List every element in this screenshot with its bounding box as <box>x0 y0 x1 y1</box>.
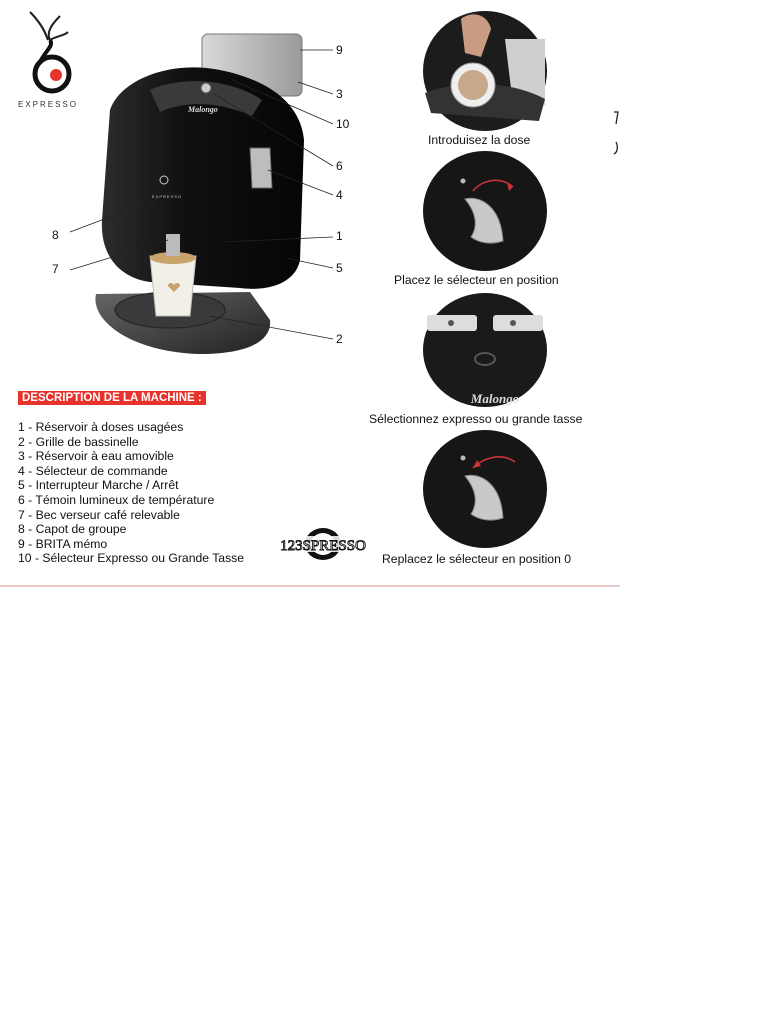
step-image-selector-zero <box>421 428 549 550</box>
step-caption: Sélectionnez expresso ou grande tasse <box>369 412 583 426</box>
callout-9: 9 <box>336 43 343 57</box>
step-caption: Placez le sélecteur en position <box>394 273 559 287</box>
callout-4: 4 <box>336 188 343 202</box>
callout-10: 10 <box>336 117 350 131</box>
brand-mark-text: 123SPRESSO <box>280 538 366 554</box>
step-brand-overlay: Malongo <box>470 391 520 406</box>
list-item: 7 - Bec verseur café relevable <box>18 507 180 522</box>
parts-list <box>18 420 244 566</box>
step-caption: Introduisez la dose <box>428 133 531 147</box>
step-image-insert-dose <box>421 9 549 133</box>
edge-scan-marks <box>610 110 624 170</box>
step-image-select-cup <box>421 291 549 409</box>
123spresso-logo <box>277 527 369 561</box>
callout-3: 3 <box>336 87 343 101</box>
callout-1: 1 <box>336 229 343 243</box>
step-caption: Replacez le sélecteur en position 0 <box>382 552 572 566</box>
description-title: DESCRIPTION DE LA MACHINE : <box>18 391 206 405</box>
list-item: 4 - Sélecteur de commande <box>18 463 168 478</box>
callout-5: 5 <box>336 261 343 275</box>
machine-brand-label: Malongo <box>188 105 218 114</box>
callout-2: 2 <box>336 332 343 346</box>
callout-6: 6 <box>336 159 343 173</box>
callout-7: 7 <box>52 262 59 276</box>
list-item: 8 - Capot de groupe <box>18 522 127 537</box>
list-item: 2 - Grille de bassinelle <box>18 434 139 449</box>
list-item: 6 - Témoin lumineux de température <box>18 492 215 507</box>
machine-illustration <box>0 20 360 380</box>
list-item: 3 - Réservoir à eau amovible <box>18 449 174 464</box>
logo-wordmark: EXPRESSO <box>18 100 79 109</box>
list-item: 5 - Interrupteur Marche / Arrêt <box>18 478 179 493</box>
callout-8: 8 <box>52 228 59 242</box>
machine-front-logo: EXPRESSO <box>152 194 183 199</box>
manual-page <box>0 0 620 587</box>
list-item: 9 - BRITA mémo <box>18 536 108 551</box>
step-image-selector-position <box>421 149 549 273</box>
list-item: 1 - Réservoir à doses usagées <box>18 420 184 434</box>
list-item: 10 - Sélecteur Expresso ou Grande Tasse <box>18 551 245 566</box>
